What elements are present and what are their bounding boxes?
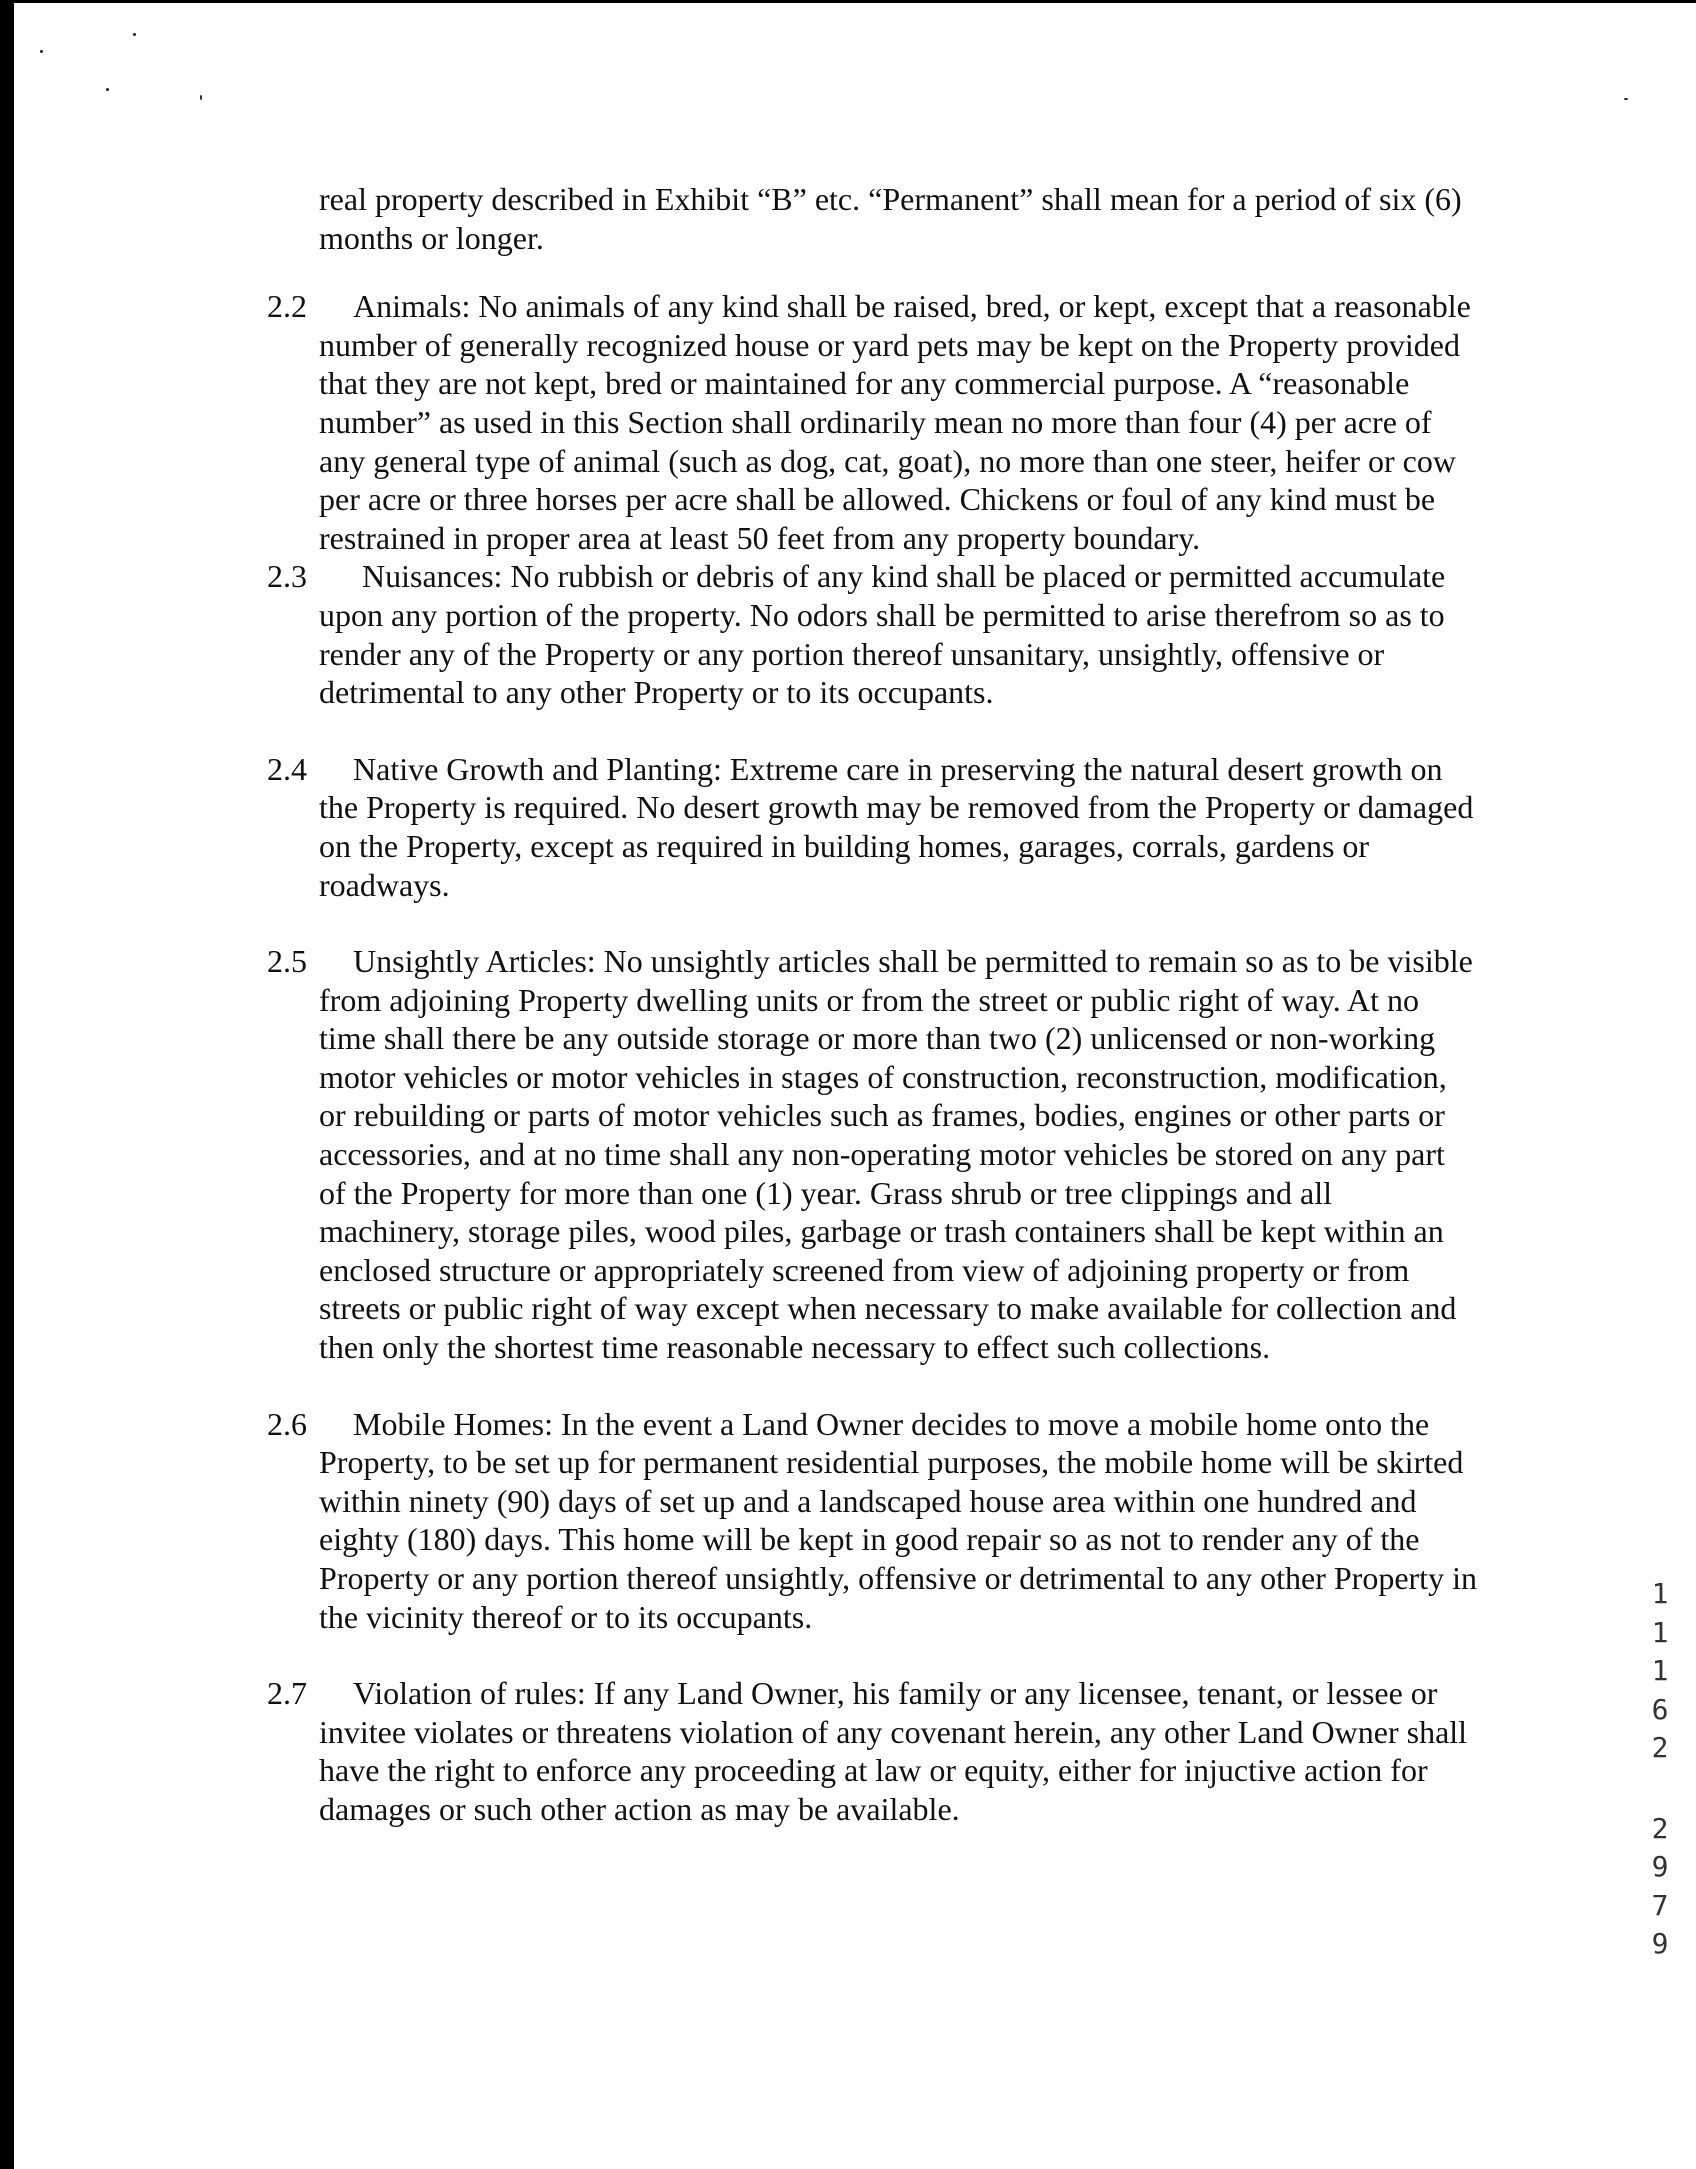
scan-speck	[133, 33, 136, 36]
section-text	[319, 942, 1477, 1367]
document-body	[267, 180, 1477, 1829]
section-2-5	[267, 942, 1477, 1367]
section-body: Nuisances: No rubbish or debris of any kind shall be placed or permitted accumulate upon any portion of the property. No odors shall be permitted to arise therefrom so as to render any of the Property or any portion thereof unsanitary, unsightly, offensive or detrimental to any other Property or to its occupants.	[319, 558, 1446, 711]
scan-speck	[40, 50, 43, 53]
section-text	[319, 1674, 1477, 1828]
section-2-4	[267, 750, 1477, 904]
section-number: 2.3	[267, 558, 307, 595]
section-2-3	[267, 557, 1477, 711]
recording-digit: 1	[1651, 1654, 1669, 1687]
recording-digit: 9	[1651, 1850, 1669, 1883]
recording-digit: 2	[1651, 1731, 1669, 1764]
recording-digit: 1	[1651, 1577, 1669, 1610]
intro-paragraph: real property described in Exhibit “B” etc. “Permanent” shall mean for a period of six (6) months or longer.	[319, 181, 1462, 256]
section-body: Mobile Homes: In the event a Land Owner decides to move a mobile home onto the Property, to be set up for permanent residential purposes, the mobile home will be skirted within ninety (90) days of set up and a landscaped house area within one hundred and eighty (180) days. This home will be kept in good repair so as not to render any of the Property or any portion thereof unsightly, offensive or detrimental to any other Property in the vicinity thereof or to its occupants.	[319, 1405, 1477, 1635]
scan-speck	[1624, 98, 1628, 100]
section-body: Unsightly Articles: No unsightly articles shall be permitted to remain so as to be visible from adjoining Property dwelling units or from the street or public right of way. At no time shall there be any outside storage or more than two (2) unlicensed or non-working motor vehicles or motor vehicles in stages of construction, reconstruction, modification, or rebuilding or parts of motor vehicles such as frames, bodies, engines or other parts or accessories, and at no time shall any non-operating motor vehicles be stored on any part of the Property for more than one (1) year. Grass shrub or tree clippings and all machinery, storage piles, wood piles, garbage or trash containers shall be kept within an enclosed structure or appropriately screened from view of adjoining property or from streets or public right of way except when necessary to make available for collection and then only the shortest time reasonable necessary to effect such collections.	[319, 943, 1473, 1366]
section-2-2	[267, 287, 1477, 557]
recording-digit: 2	[1651, 1811, 1669, 1845]
section-body: Violation of rules: If any Land Owner, his family or any licensee, tenant, or lessee or invitee violates or threatens violation of any covenant herein, any other Land Owner shall have the right to enforce any proceeding at law or equity, either for injuctive action for damages or such other action as may be available.	[319, 1675, 1468, 1827]
section-number: 2.2	[267, 288, 307, 325]
section-text	[319, 750, 1477, 904]
recording-digit: 1	[1651, 1615, 1669, 1649]
section-number: 2.7	[267, 1675, 307, 1712]
section-text	[319, 557, 1477, 711]
section-number: 2.5	[267, 943, 307, 980]
section-2-6	[267, 1405, 1477, 1637]
scan-edge-left	[0, 0, 14, 2169]
section-2-7	[267, 1674, 1477, 1828]
recording-number-stamp	[1642, 1575, 1678, 1964]
section-body: Animals: No animals of any kind shall be raised, bred, or kept, except that a reasonable number of generally recognized house or yard pets may be kept on the Property provided that they are not kept, bred or maintained for any commercial purpose. A “reasonable number” as used in this Section shall ordinarily mean no more than four (4) per acre of any general type of animal (such as dog, cat, goat), no more than one steer, heifer or cow per acre or three horses per acre shall be allowed. Chickens or foul of any kind must be restrained in proper area at least 50 feet from any property boundary.	[319, 288, 1471, 556]
recording-digit: 9	[1651, 1927, 1669, 1960]
recording-digit: 7	[1651, 1888, 1669, 1922]
scan-edge-top	[0, 0, 1696, 3]
scan-speck	[200, 95, 202, 100]
section-number: 2.4	[267, 750, 307, 787]
section-text	[319, 1405, 1477, 1637]
scan-speck	[106, 88, 109, 91]
section-number: 2.6	[267, 1405, 307, 1442]
section-text	[319, 287, 1477, 557]
section-body: Native Growth and Planting: Extreme care in preserving the natural desert growth on the Property is required. No desert growth may be removed from the Property or damaged on the Property, except as required in building homes, garages, corrals, gardens or roadways.	[319, 750, 1474, 903]
recording-digit: 6	[1651, 1692, 1669, 1726]
